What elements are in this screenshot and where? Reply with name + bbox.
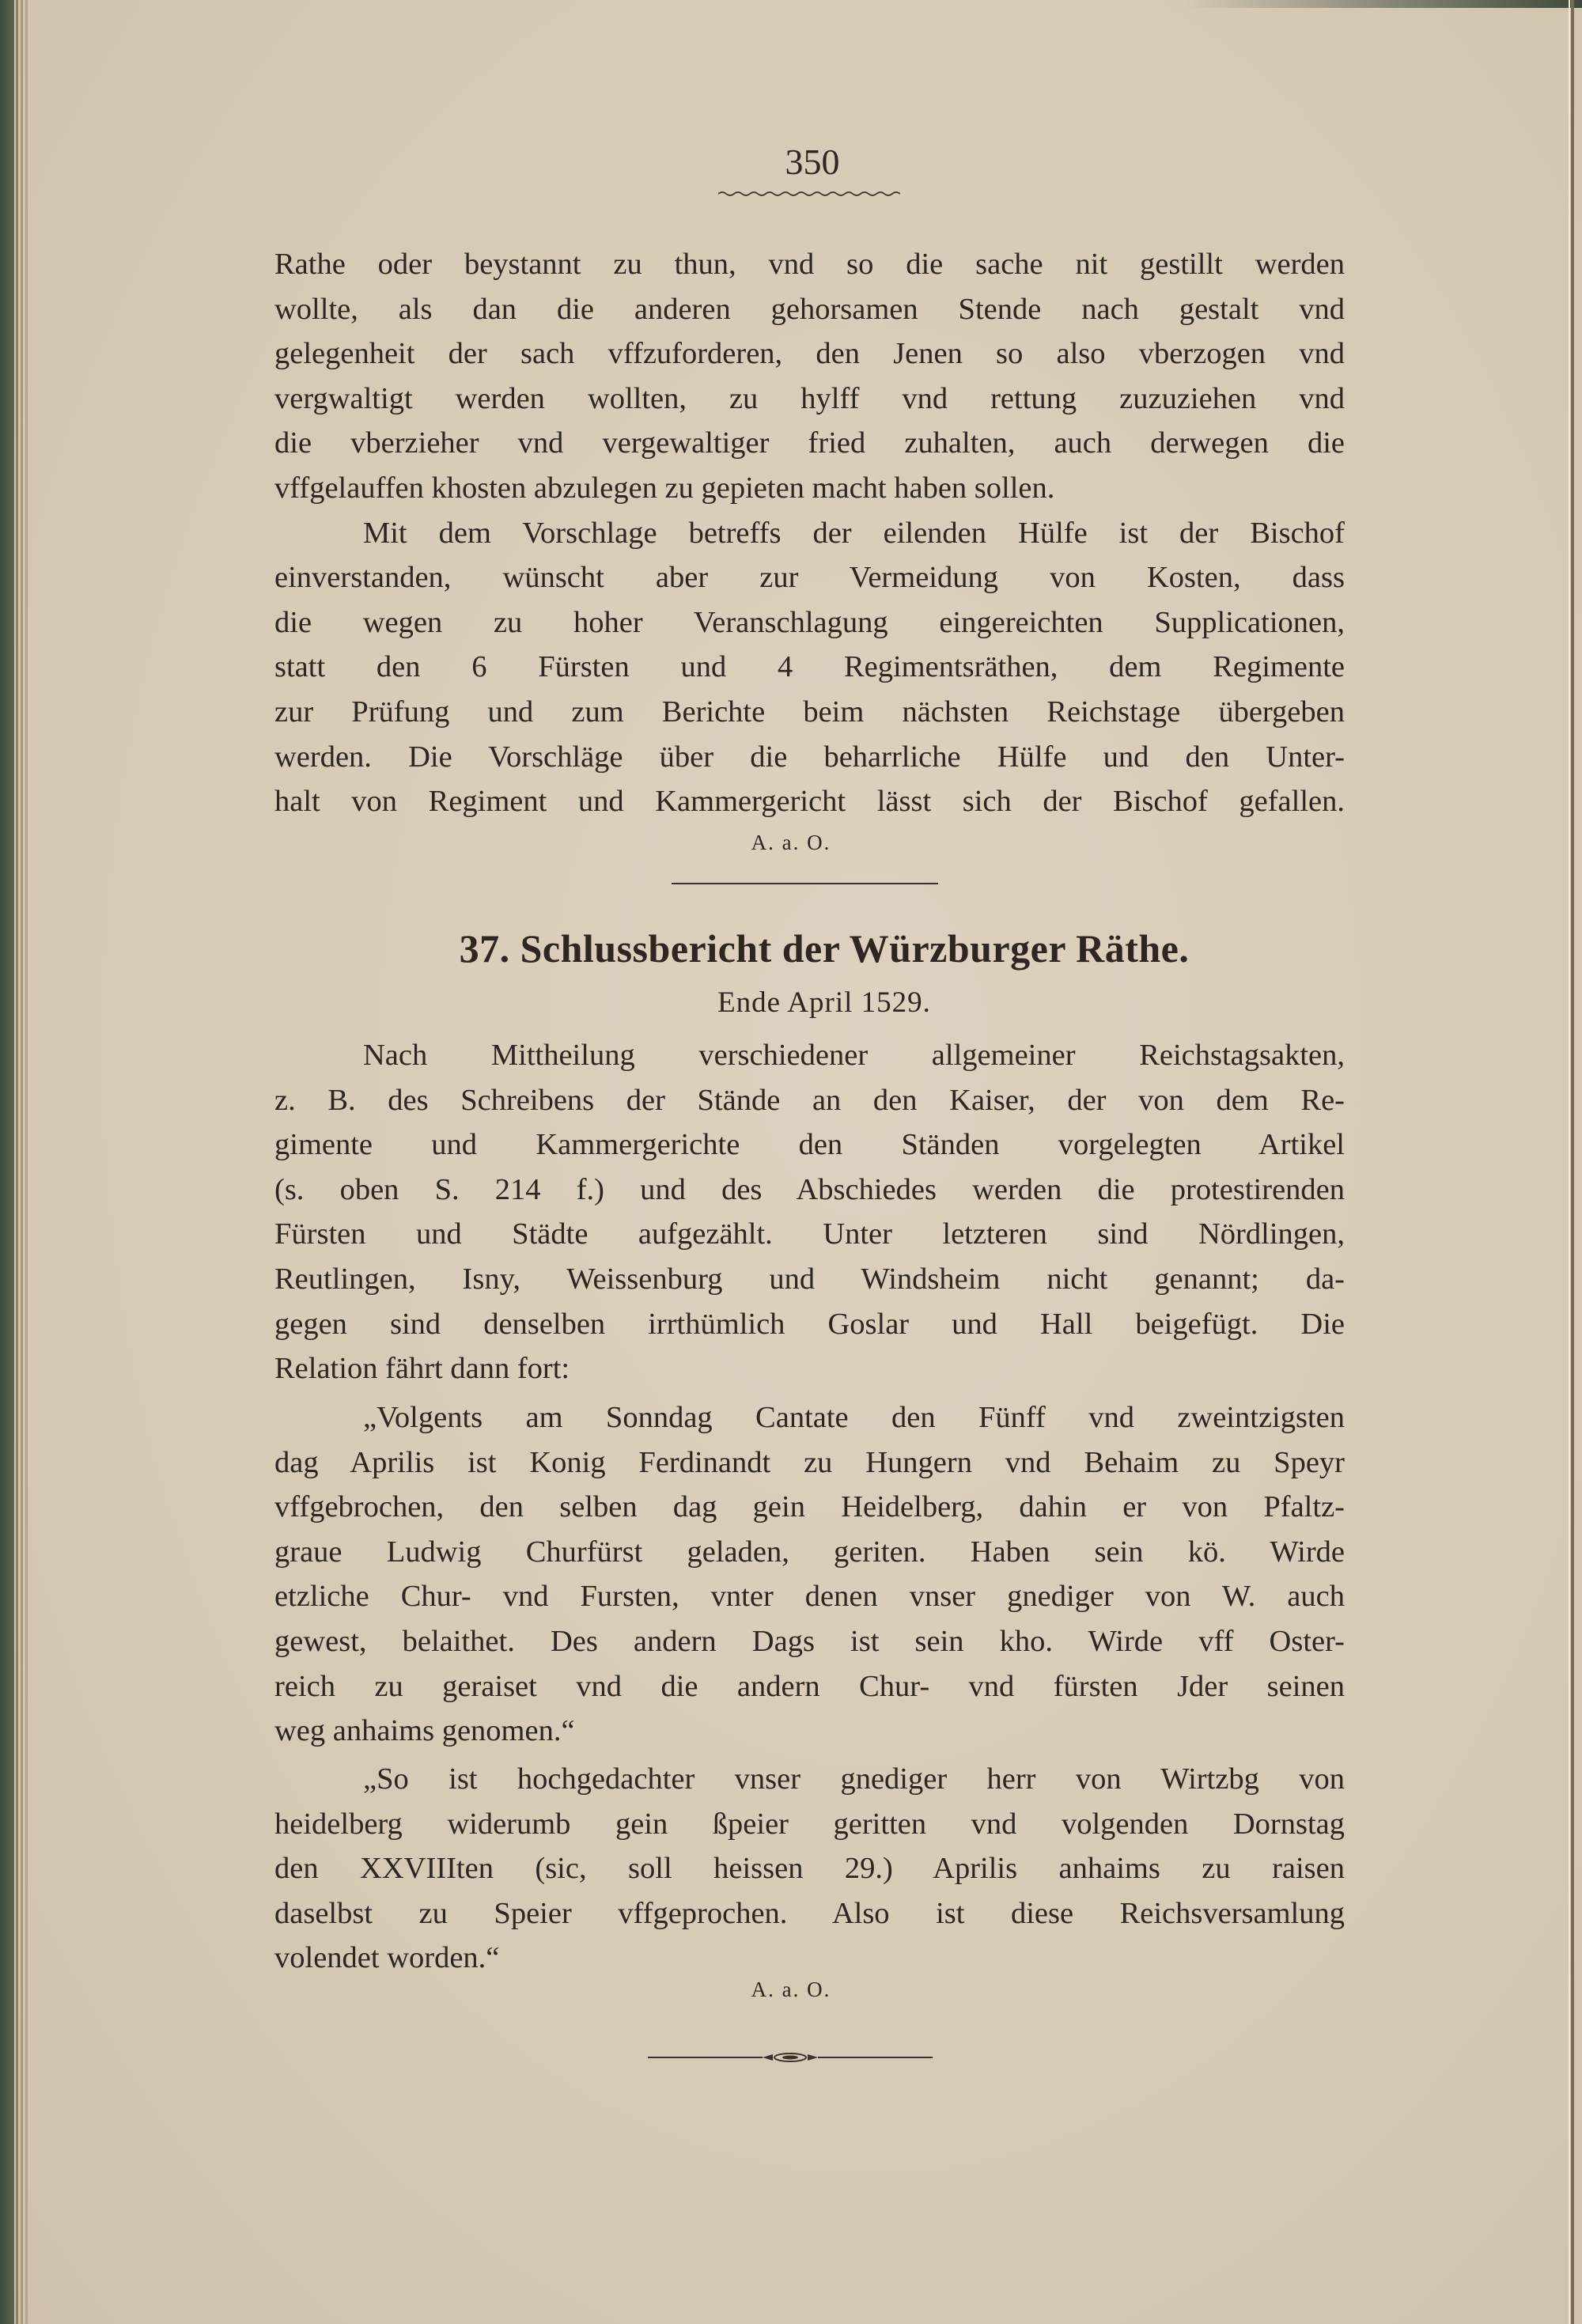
page-edge-right-shadow <box>1571 0 1574 2324</box>
text-line: „So ist hochgedachter vnser gnediger herr von Wirtzbg von <box>363 1762 1345 1796</box>
end-ornament-rule <box>648 2050 933 2065</box>
text-line: „Volgents am Sonndag Cantate den Fünff vnd zweintzigsten <box>363 1401 1345 1434</box>
text-line: vffgebrochen, den selben dag gein Heidelberg, dahin er von Pfaltz- <box>274 1490 1345 1524</box>
text-line: werden. Die Vorschläge über die beharrliche Hülfe und den Unter- <box>274 740 1345 774</box>
page-edge <box>16 0 18 2324</box>
text-line: Fürsten und Städte aufgezählt. Unter letzteren sind Nördlingen, <box>274 1217 1345 1251</box>
intro-paragraph <box>274 1033 1345 1391</box>
text-line: vergwaltigt werden wollten, zu hylff vnd rettung zuzuziehen vnd <box>274 381 1345 415</box>
text-line: gimente und Kammergerichte den Ständen vorgelegten Artikel <box>274 1128 1345 1162</box>
text-line: den XXVIIIten (sic, soll heissen 29.) Aprilis anhaims zu raisen <box>274 1852 1345 1886</box>
text-line: Reutlingen, Isny, Weissenburg und Windsheim nicht genannt; da- <box>274 1262 1345 1296</box>
section-heading: 37. Schlussbericht der Würzburger Räthe. <box>459 926 1190 971</box>
text-line: zur Prüfung und zum Berichte beim nächsten Reichstage übergeben <box>274 695 1345 729</box>
page-number-wavy-rule <box>718 190 900 198</box>
text-line: die vberzieher vnd vergewaltiger fried zuhalten, auch derwegen die <box>274 426 1345 460</box>
text-line: dag Aprilis ist Konig Ferdinandt zu Hungern vnd Behaim zu Speyr <box>274 1445 1345 1479</box>
text-line: daselbst zu Speier vffgeprochen. Also ist diese Reichsversamlung <box>274 1896 1345 1930</box>
text-line: einverstanden, wünscht aber zur Vermeidung von Kosten, dass <box>274 561 1345 595</box>
source-reference: A. a. O. <box>751 1978 831 2001</box>
text-line: gewest, belaithet. Des andern Dags ist sein kho. Wirde vff Oster- <box>274 1624 1345 1658</box>
section-date: Ende April 1529. <box>717 986 931 1019</box>
text-line: Nach Mittheilung verschiedener allgemeiner Reichstagsakten, <box>363 1039 1345 1072</box>
text-line: reich zu geraiset vnd die andern Chur- vnd fürsten Jder seinen <box>274 1669 1345 1703</box>
text-line: vffgelauffen khosten abzulegen zu gepieten macht haben sollen. <box>274 471 1055 505</box>
text-line: heidelberg widerumb gein ßpeier geritten vnd volgenden Dornstag <box>274 1807 1345 1841</box>
source-reference: A. a. O. <box>751 831 831 854</box>
text-line: wollte, als dan die anderen gehorsamen Stende nach gestalt vnd <box>274 292 1345 326</box>
text-line: statt den 6 Fürsten und 4 Regimentsräthen, dem Regimente <box>274 650 1345 684</box>
text-line: Mit dem Vorschlage betreffs der eilenden Hülfe ist der Bischof <box>363 516 1345 550</box>
text-line: graue Ludwig Churfürst geladen, geriten. Haben sein kö. Wirde <box>274 1535 1345 1569</box>
book-spine-edge <box>0 0 14 2324</box>
text-line: gegen sind denselben irrthümlich Goslar und Hall beigefügt. Die <box>274 1307 1345 1341</box>
text-line: Relation fährt dann fort: <box>274 1352 570 1386</box>
text-line: weg anhaims genomen.“ <box>274 1714 575 1748</box>
text-line: (s. oben S. 214 f.) und des Abschiedes werden die protestirenden <box>274 1172 1345 1206</box>
body-text-top <box>274 242 1345 824</box>
page-number: 350 <box>785 142 840 182</box>
text-line: etzliche Chur- vnd Fursten, vnter denen vnser gnediger von W. auch <box>274 1580 1345 1614</box>
page-edge-right <box>1569 0 1570 2324</box>
section-divider <box>672 883 938 884</box>
text-line: gelegenheit der sach vffzuforderen, den Jenen so also vberzogen vnd <box>274 337 1345 371</box>
cover-edge <box>1186 0 1582 8</box>
page-edge <box>21 0 23 2324</box>
quote-paragraph-2 <box>274 1757 1345 1981</box>
page-edge <box>25 0 28 2324</box>
text-line: halt von Regiment und Kammergericht lässt sich der Bischof gefallen. <box>274 785 1345 819</box>
text-line: Rathe oder beystannt zu thun, vnd so die sache nit gestillt werden <box>274 248 1345 281</box>
text-line: z. B. des Schreibens der Stände an den Kaiser, der von dem Re- <box>274 1083 1345 1117</box>
text-line: die wegen zu hoher Veranschlagung eingereichten Supplicationen, <box>274 605 1345 639</box>
text-line: volendet worden.“ <box>274 1941 500 1975</box>
quote-paragraph-1 <box>274 1395 1345 1754</box>
